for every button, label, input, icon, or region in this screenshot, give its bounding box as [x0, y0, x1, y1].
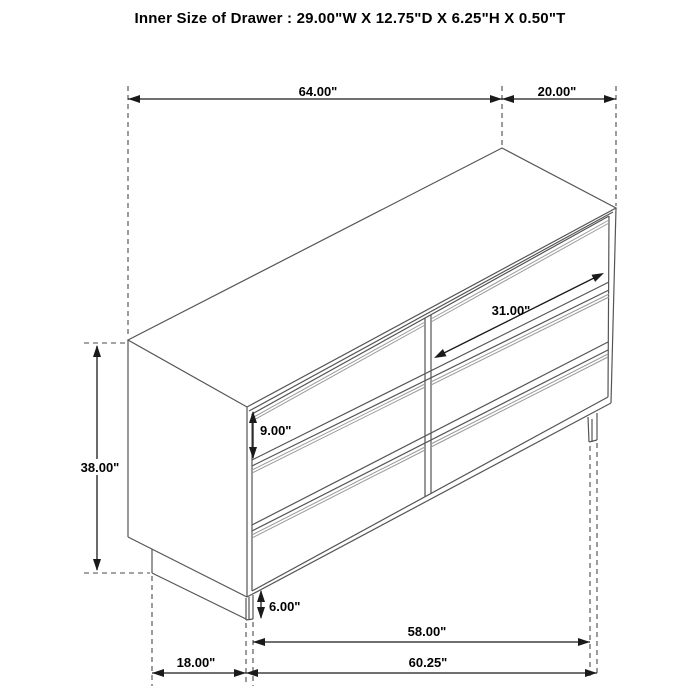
dim-drawer-height: [249, 411, 291, 459]
dim-base-side-depth: [152, 655, 246, 677]
dim-top-depth: [502, 84, 616, 103]
dim-label-overall-height: 38.00": [80, 460, 120, 475]
dim-label-top-width: 64.00": [298, 84, 338, 99]
dim-label-base-height: 6.00": [269, 599, 301, 614]
dim-label-base-side-depth: 18.00": [176, 655, 216, 670]
dim-label-drawer-width: 31.00": [491, 303, 531, 318]
dim-top-width: [128, 84, 502, 103]
dresser-drawing: [128, 148, 616, 620]
dresser-top-face: [128, 148, 616, 407]
dim-label-base-inner-width: 58.00": [407, 624, 447, 639]
dim-base-height: [257, 590, 300, 619]
dim-label-drawer-height: 9.00": [260, 423, 292, 438]
dim-base-inner-width: [253, 624, 590, 646]
dim-label-base-width: 60.25": [408, 655, 448, 670]
dim-overall-height: [77, 345, 122, 571]
dim-base-width: [246, 655, 597, 677]
dresser-base-legs: [152, 413, 597, 620]
page-title: Inner Size of Drawer : 29.00"W X 12.75"D X 6.25"H X 0.50"T: [134, 10, 566, 27]
dim-label-top-depth: 20.00": [537, 84, 577, 99]
dim-drawer-width: [434, 273, 604, 358]
